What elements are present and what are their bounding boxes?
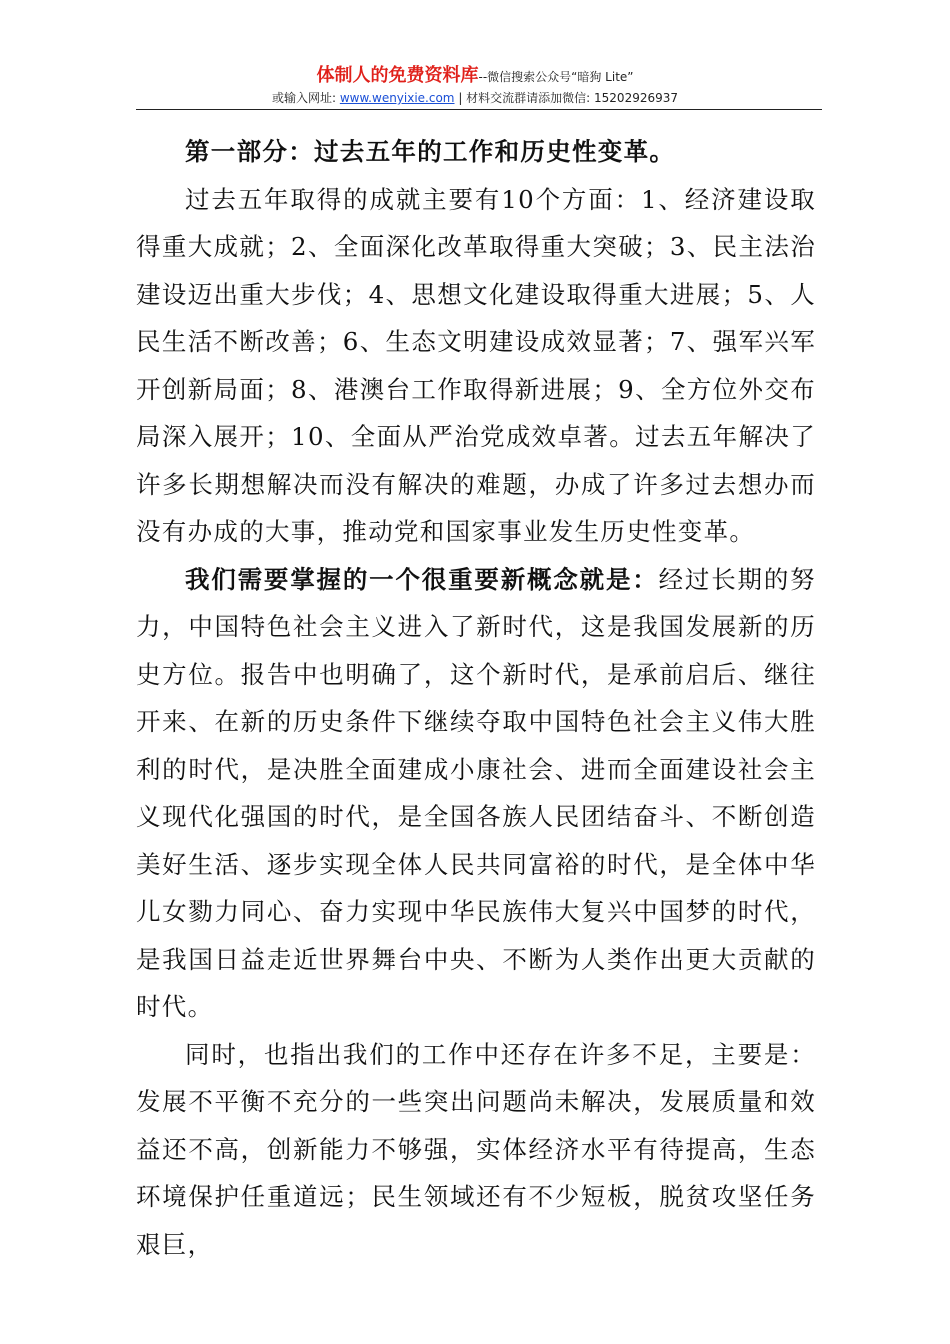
paragraph-new-era (136, 556, 816, 1031)
paragraph-achievements: 过去五年取得的成就主要有10个方面：1、经济建设取得重大成就；2、全面深化改革取得重大突破；3、民主法治建设迈出重大步伐；4、思想文化建设取得重大进展；5、人民生活不断改善；6、生态文明建设成效显著；7、强军兴军开创新局面；8、港澳台工作取得新进展；9、全方位外交布局深入展开；10、全面从严治党成效卓著。过去五年解决了许多长期想解决而没有解决的难题，办成了许多过去想办而没有办成的大事，推动党和国家事业发生历史性变革。 (136, 184, 816, 546)
document-body (136, 128, 816, 1268)
header-contact: | 材料交流群请添加微信: 15202926937 (454, 91, 679, 105)
header-banner (0, 66, 950, 87)
paragraph-new-era-lead: 我们需要掌握的一个很重要新概念就是： (185, 564, 659, 594)
header-website-link[interactable]: www.wenyixie.com (339, 91, 455, 105)
paragraph-shortcomings: 同时，也指出我们的工作中还存在许多不足，主要是：发展不平衡不充分的一些突出问题尚未解决，发展质量和效益还不高，创新能力不够强，实体经济水平有待提高，生态环境保护任重道远；民生领域还有不少短板，脱贫攻坚任务艰巨， (136, 1039, 816, 1259)
header-url-prefix: 或输入网址: (271, 91, 340, 105)
header-brand-desc: --微信搜索公众号“暗狗 Lite” (478, 70, 634, 84)
header-divider (136, 109, 822, 110)
paragraph-new-era-body: 经过长期的努力，中国特色社会主义进入了新时代，这是我国发展新的历史方位。报告中也明确了，这个新时代，是承前启后、继往开来、在新的历史条件下继续夺取中国特色社会主义伟大胜利的时代，是决胜全面建成小康社会、进而全面建设社会主义现代化强国的时代，是全国各族人民团结奋斗、不断创造美好生活、逐步实现全体人民共同富裕的时代，是全体中华儿女勠力同心、奋力实现中华民族伟大复兴中国梦的时代，是我国日益走近世界舞台中央、不断为人类作出更大贡献的时代。 (136, 564, 816, 1021)
header-contact-line (0, 90, 950, 106)
page-header (0, 0, 950, 112)
section-title: 第一部分：过去五年的工作和历史性变革。 (185, 137, 676, 166)
header-brand: 体制人的免费资料库 (316, 65, 479, 86)
